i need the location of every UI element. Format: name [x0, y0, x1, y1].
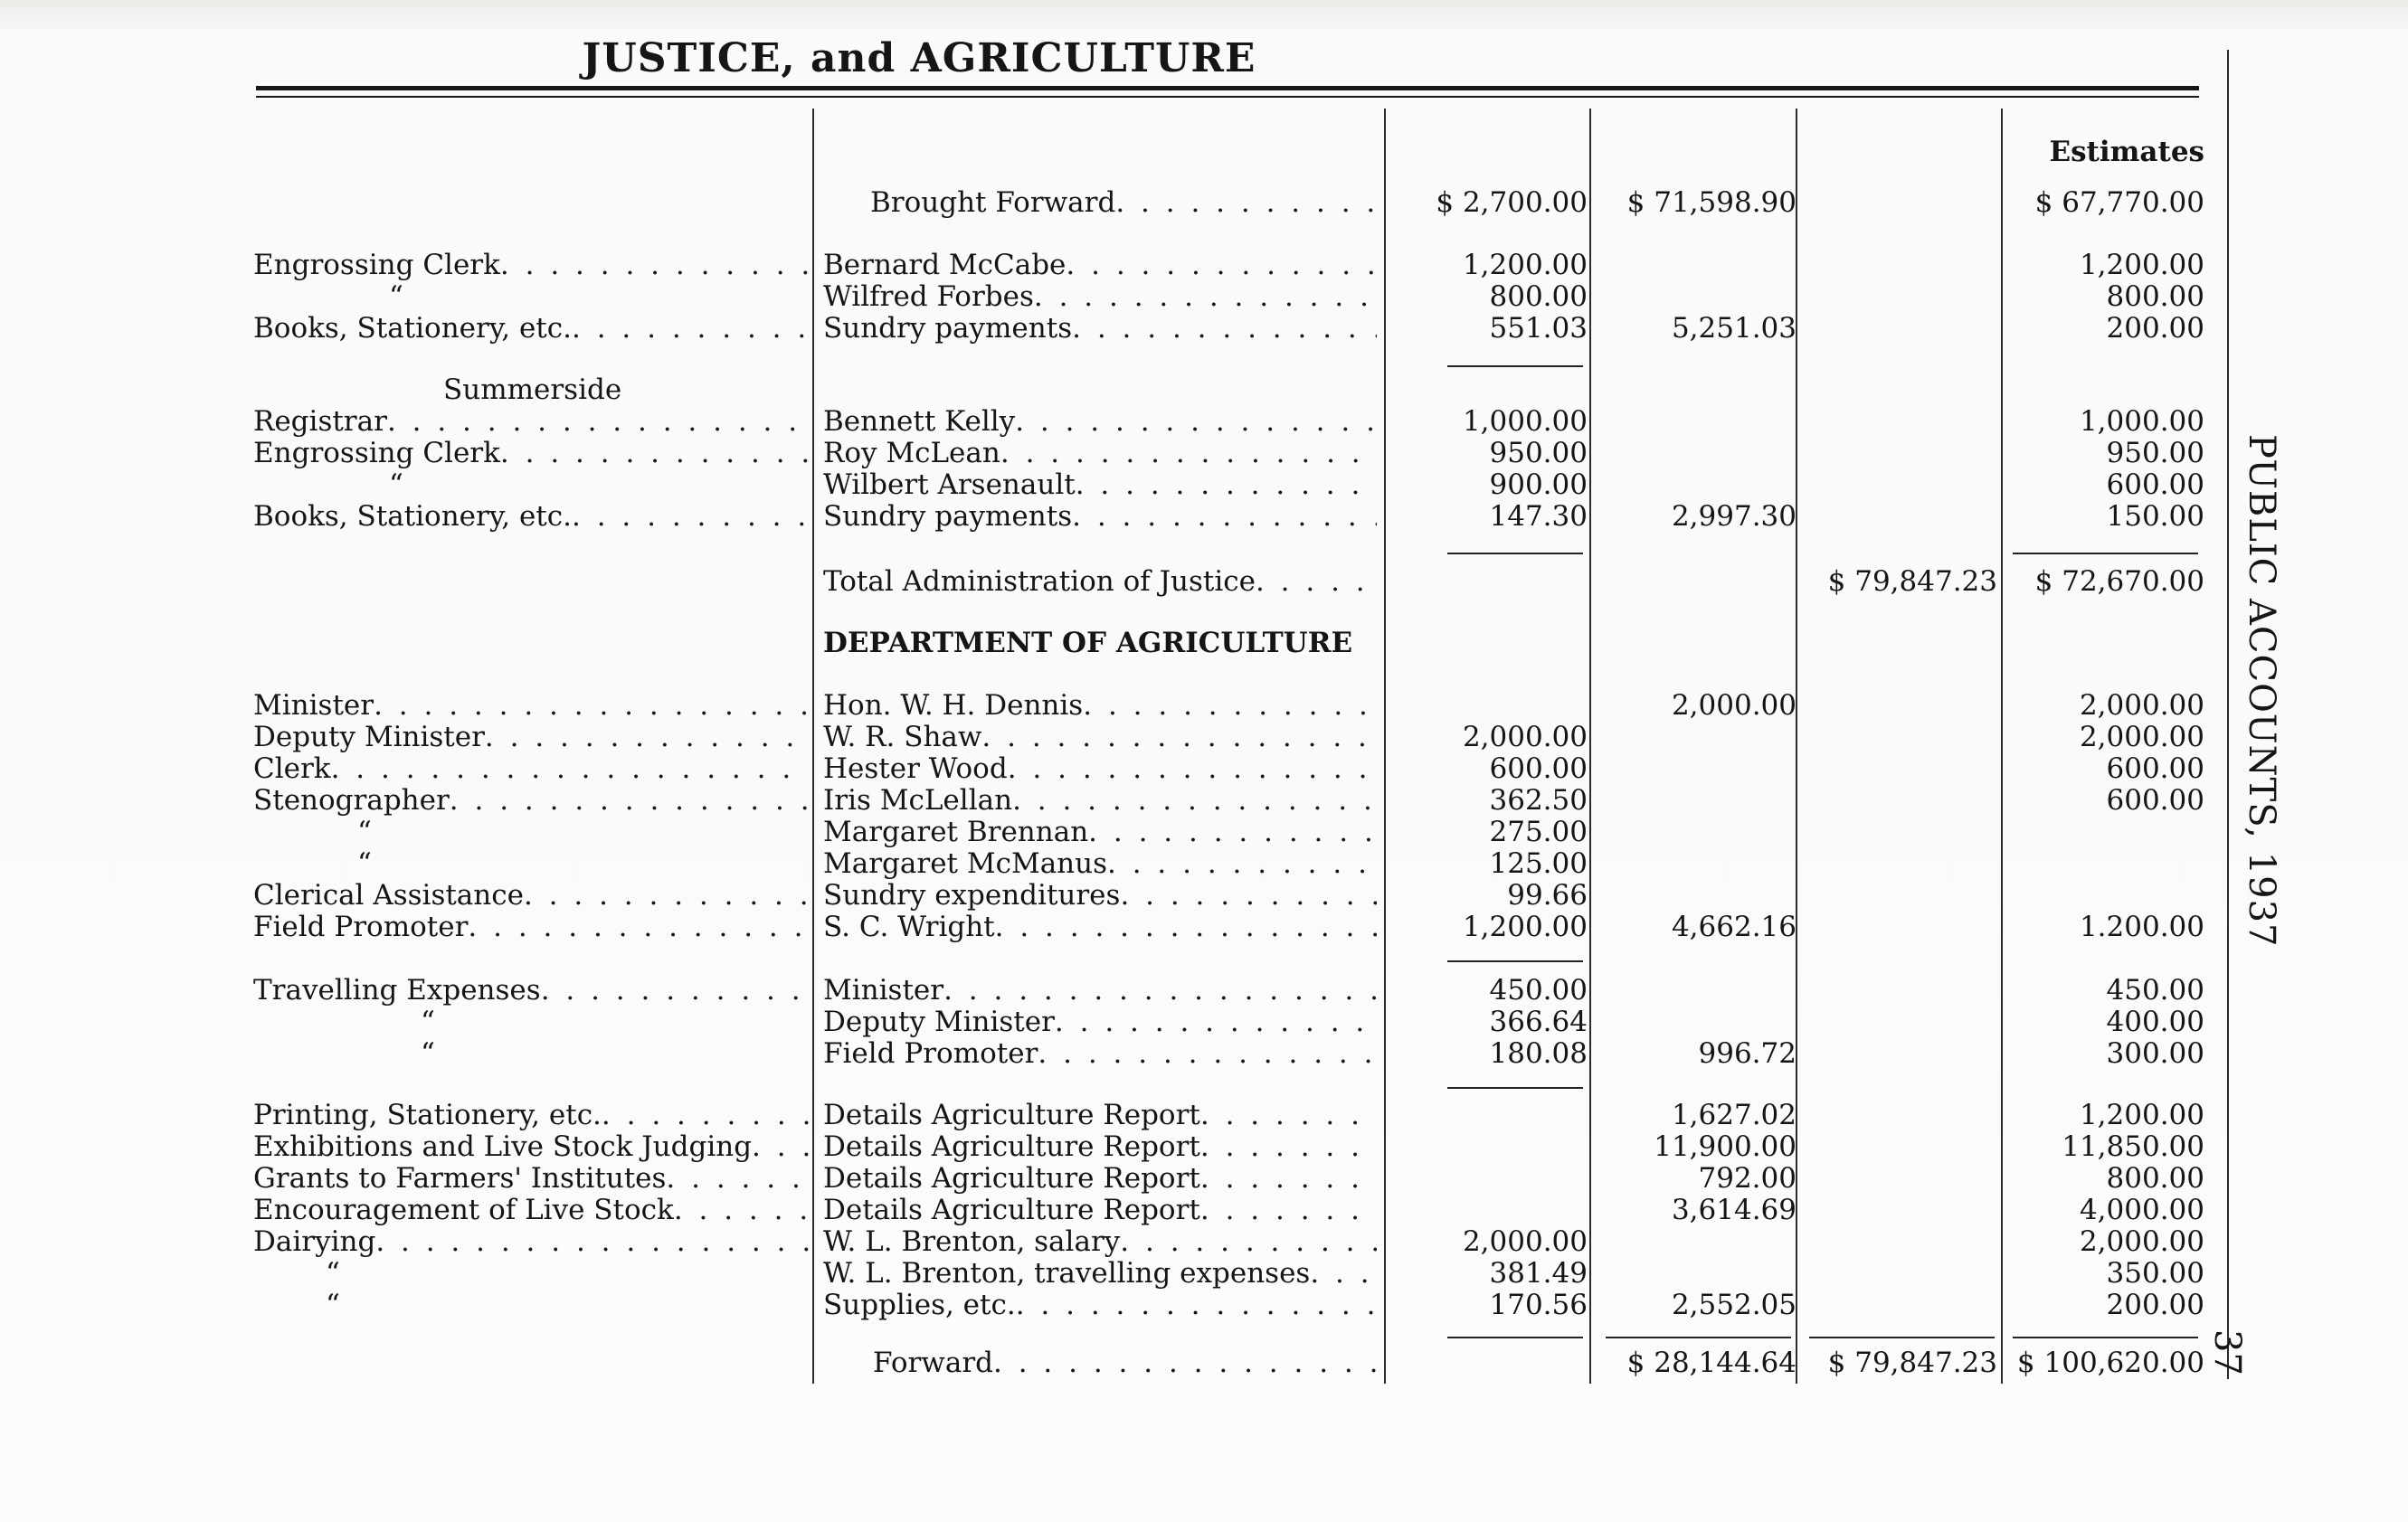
- cell-value: 2,000.00: [1671, 690, 1797, 722]
- table-row: [0, 785, 2408, 817]
- row-description: Forward: [873, 1347, 993, 1379]
- cell-value: 2,000.00: [1462, 1226, 1588, 1258]
- table-row: [0, 187, 2408, 219]
- ditto-mark: “: [389, 281, 403, 313]
- row-description: Brought Forward: [870, 187, 1116, 219]
- row-label: Travelling Expenses: [253, 975, 541, 1007]
- forward-row: [0, 1347, 2408, 1379]
- table-row: [0, 1290, 2408, 1321]
- row-description: Total Administration of Justice: [823, 566, 1256, 598]
- table-row: [0, 690, 2408, 722]
- table-row: [0, 469, 2408, 501]
- row-label: Exhibitions and Live Stock Judging: [253, 1131, 753, 1163]
- row-description: W. L. Brenton, salary: [823, 1226, 1121, 1258]
- row-label: Stenographer: [253, 785, 450, 817]
- cell-value: 1,200.00: [2079, 250, 2204, 281]
- table-row: [0, 753, 2408, 785]
- table-row: [0, 1131, 2408, 1163]
- cell-value: 1,200.00: [1462, 250, 1588, 281]
- table-row: [0, 975, 2408, 1007]
- cell-value: $ 28,144.64: [1626, 1347, 1797, 1379]
- ditto-mark: “: [421, 1007, 435, 1038]
- row-description: Details Agriculture Report: [823, 1163, 1200, 1195]
- cell-value: $ 67,770.00: [2034, 187, 2204, 219]
- cell-value: 551.03: [1489, 313, 1588, 345]
- table-row: [0, 1258, 2408, 1290]
- row-description: Margaret Brennan: [823, 817, 1089, 848]
- cell-value: 366.64: [1489, 1007, 1588, 1038]
- row-label: Encouragement of Live Stock: [253, 1195, 674, 1226]
- cell-value: $ 79,847.23: [1827, 566, 1997, 598]
- cell-value: $ 2,700.00: [1436, 187, 1588, 219]
- cell-value: 600.00: [2106, 469, 2204, 501]
- row-description: Wilbert Arsenault: [823, 469, 1076, 501]
- ditto-mark: “: [357, 817, 372, 848]
- cell-value: $ 79,847.23: [1827, 1347, 1997, 1379]
- ditto-mark: “: [326, 1290, 340, 1321]
- row-description: S. C. Wright: [823, 912, 995, 943]
- page-title: JUSTICE, and AGRICULTURE: [582, 35, 1256, 81]
- cell-value: 200.00: [2106, 313, 2204, 345]
- cell-value: 125.00: [1489, 848, 1588, 880]
- table-row: [0, 880, 2408, 912]
- row-description: Details Agriculture Report: [823, 1100, 1200, 1131]
- row-label: Field Promoter: [253, 912, 469, 943]
- cell-value: $ 72,670.00: [2034, 566, 2204, 598]
- row-description: Roy McLean: [823, 438, 1000, 469]
- cell-value: 200.00: [2106, 1290, 2204, 1321]
- table-row: [0, 912, 2408, 943]
- cell-value: 450.00: [2106, 975, 2204, 1007]
- row-description: Iris McLellan: [823, 785, 1013, 817]
- cell-value: 4,662.16: [1671, 912, 1797, 943]
- cell-value: 996.72: [1698, 1038, 1797, 1070]
- row-label: Engrossing Clerk: [253, 250, 500, 281]
- subtotal-rule: [1447, 365, 1583, 367]
- cell-value: 1.200.00: [2079, 912, 2204, 943]
- section-heading-row: [0, 374, 2408, 406]
- cell-value: 1,200.00: [2079, 1100, 2204, 1131]
- row-label: Clerk: [253, 753, 331, 785]
- cell-value: 300.00: [2106, 1038, 2204, 1070]
- section-heading-row: [0, 628, 2408, 659]
- row-description: Sundry expenditures: [823, 880, 1121, 912]
- cell-value: 2,552.05: [1671, 1290, 1797, 1321]
- table-row: [0, 406, 2408, 438]
- table-row: [0, 1007, 2408, 1038]
- cell-value: 1,627.02: [1671, 1100, 1797, 1131]
- subtotal-rule: [2013, 553, 2198, 554]
- subtotal-rule: [1447, 553, 1583, 554]
- table-row: [0, 438, 2408, 469]
- subtotal-rule: [1606, 1337, 1791, 1338]
- row-description: W. R. Shaw: [823, 722, 982, 753]
- cell-value: 1,000.00: [1462, 406, 1588, 438]
- cell-value: 600.00: [2106, 753, 2204, 785]
- row-label: Engrossing Clerk: [253, 438, 500, 469]
- subtotal-rule: [1447, 960, 1583, 962]
- page-number: 37: [2206, 1329, 2248, 1375]
- row-label: Books, Stationery, etc.: [253, 313, 572, 345]
- table-row: [0, 722, 2408, 753]
- table-row: [0, 1226, 2408, 1258]
- cell-value: 2,000.00: [2079, 690, 2204, 722]
- table-row: [0, 250, 2408, 281]
- row-description: W. L. Brenton, travelling expenses: [823, 1258, 1311, 1290]
- department-heading: DEPARTMENT OF AGRICULTURE: [823, 628, 1353, 659]
- cell-value: 381.49: [1489, 1258, 1588, 1290]
- row-description: Field Promoter: [823, 1038, 1038, 1070]
- row-label: Grants to Farmers' Institutes: [253, 1163, 667, 1195]
- row-label: Dairying: [253, 1226, 376, 1258]
- table-row: [0, 1100, 2408, 1131]
- ditto-mark: “: [357, 848, 372, 880]
- ditto-mark: “: [389, 469, 403, 501]
- title-rule-thin: [256, 96, 2199, 98]
- ditto-mark: “: [421, 1038, 435, 1070]
- running-title-text: PUBLIC ACCOUNTS, 1937: [2241, 434, 2282, 948]
- table-row: [0, 817, 2408, 848]
- cell-value: 2,997.30: [1671, 501, 1797, 533]
- table-row: [0, 848, 2408, 880]
- title-rule-thick: [256, 86, 2199, 90]
- cell-value: 275.00: [1489, 817, 1588, 848]
- cell-value: 99.66: [1507, 880, 1588, 912]
- cell-value: 450.00: [1489, 975, 1588, 1007]
- cell-value: 3,614.69: [1671, 1195, 1797, 1226]
- subtotal-rule: [2013, 1337, 2198, 1338]
- table-row: [0, 501, 2408, 533]
- cell-value: 800.00: [1489, 281, 1588, 313]
- row-description: Wilfred Forbes: [823, 281, 1034, 313]
- row-label: Printing, Stationery, etc.: [253, 1100, 602, 1131]
- cell-value: 362.50: [1489, 785, 1588, 817]
- row-description: Supplies, etc.: [823, 1290, 1016, 1321]
- cell-value: $ 71,598.90: [1626, 187, 1797, 219]
- table-row: [0, 313, 2408, 345]
- cell-value: 170.56: [1489, 1290, 1588, 1321]
- cell-value: 900.00: [1489, 469, 1588, 501]
- section-heading: Summerside: [443, 374, 622, 406]
- row-label: Deputy Minister: [253, 722, 485, 753]
- cell-value: 1,200.00: [1462, 912, 1588, 943]
- row-description: Sundry payments: [823, 313, 1073, 345]
- cell-value: 5,251.03: [1671, 313, 1797, 345]
- row-label: Minister: [253, 690, 374, 722]
- row-description: Bernard McCabe: [823, 250, 1067, 281]
- table-row: [0, 281, 2408, 313]
- row-description: Details Agriculture Report: [823, 1195, 1200, 1226]
- row-description: Bennett Kelly: [823, 406, 1016, 438]
- row-label: Registrar: [253, 406, 387, 438]
- cell-value: 400.00: [2106, 1007, 2204, 1038]
- row-description: Hester Wood: [823, 753, 1008, 785]
- ditto-mark: “: [326, 1258, 340, 1290]
- row-description: Hon. W. H. Dennis: [823, 690, 1084, 722]
- cell-value: 2,000.00: [2079, 1226, 2204, 1258]
- cell-value: 800.00: [2106, 1163, 2204, 1195]
- cell-value: 2,000.00: [2079, 722, 2204, 753]
- cell-value: 792.00: [1698, 1163, 1797, 1195]
- row-description: Margaret McManus: [823, 848, 1108, 880]
- cell-value: 11,900.00: [1654, 1131, 1797, 1163]
- cell-value: 11,850.00: [2062, 1131, 2204, 1163]
- row-label: Books, Stationery, etc.: [253, 501, 572, 533]
- subtotal-rule: [1447, 1337, 1583, 1338]
- subtotal-rule: [1809, 1337, 1995, 1338]
- row-description: Deputy Minister: [823, 1007, 1055, 1038]
- row-description: Details Agriculture Report: [823, 1131, 1200, 1163]
- cell-value: 1,000.00: [2079, 406, 2204, 438]
- cell-value: 147.30: [1489, 501, 1588, 533]
- cell-value: 800.00: [2106, 281, 2204, 313]
- cell-value: 4,000.00: [2079, 1195, 2204, 1226]
- cell-value: 600.00: [1489, 753, 1588, 785]
- cell-value: 950.00: [1489, 438, 1588, 469]
- estimates-header: Estimates: [2049, 136, 2204, 168]
- row-description: Sundry payments: [823, 501, 1073, 533]
- row-description: Minister: [823, 975, 944, 1007]
- cell-value: 2,000.00: [1462, 722, 1588, 753]
- row-label: Clerical Assistance: [253, 880, 524, 912]
- cell-value: 600.00: [2106, 785, 2204, 817]
- side-running-title: [2234, 434, 2298, 1429]
- total-row: [0, 566, 2408, 598]
- table-row: [0, 1163, 2408, 1195]
- subtotal-rule: [1447, 1087, 1583, 1089]
- cell-value: $ 100,620.00: [2016, 1347, 2204, 1379]
- cell-value: 350.00: [2106, 1258, 2204, 1290]
- cell-value: 150.00: [2106, 501, 2204, 533]
- cell-value: 950.00: [2106, 438, 2204, 469]
- cell-value: 180.08: [1489, 1038, 1588, 1070]
- table-row: [0, 1195, 2408, 1226]
- table-row: [0, 1038, 2408, 1070]
